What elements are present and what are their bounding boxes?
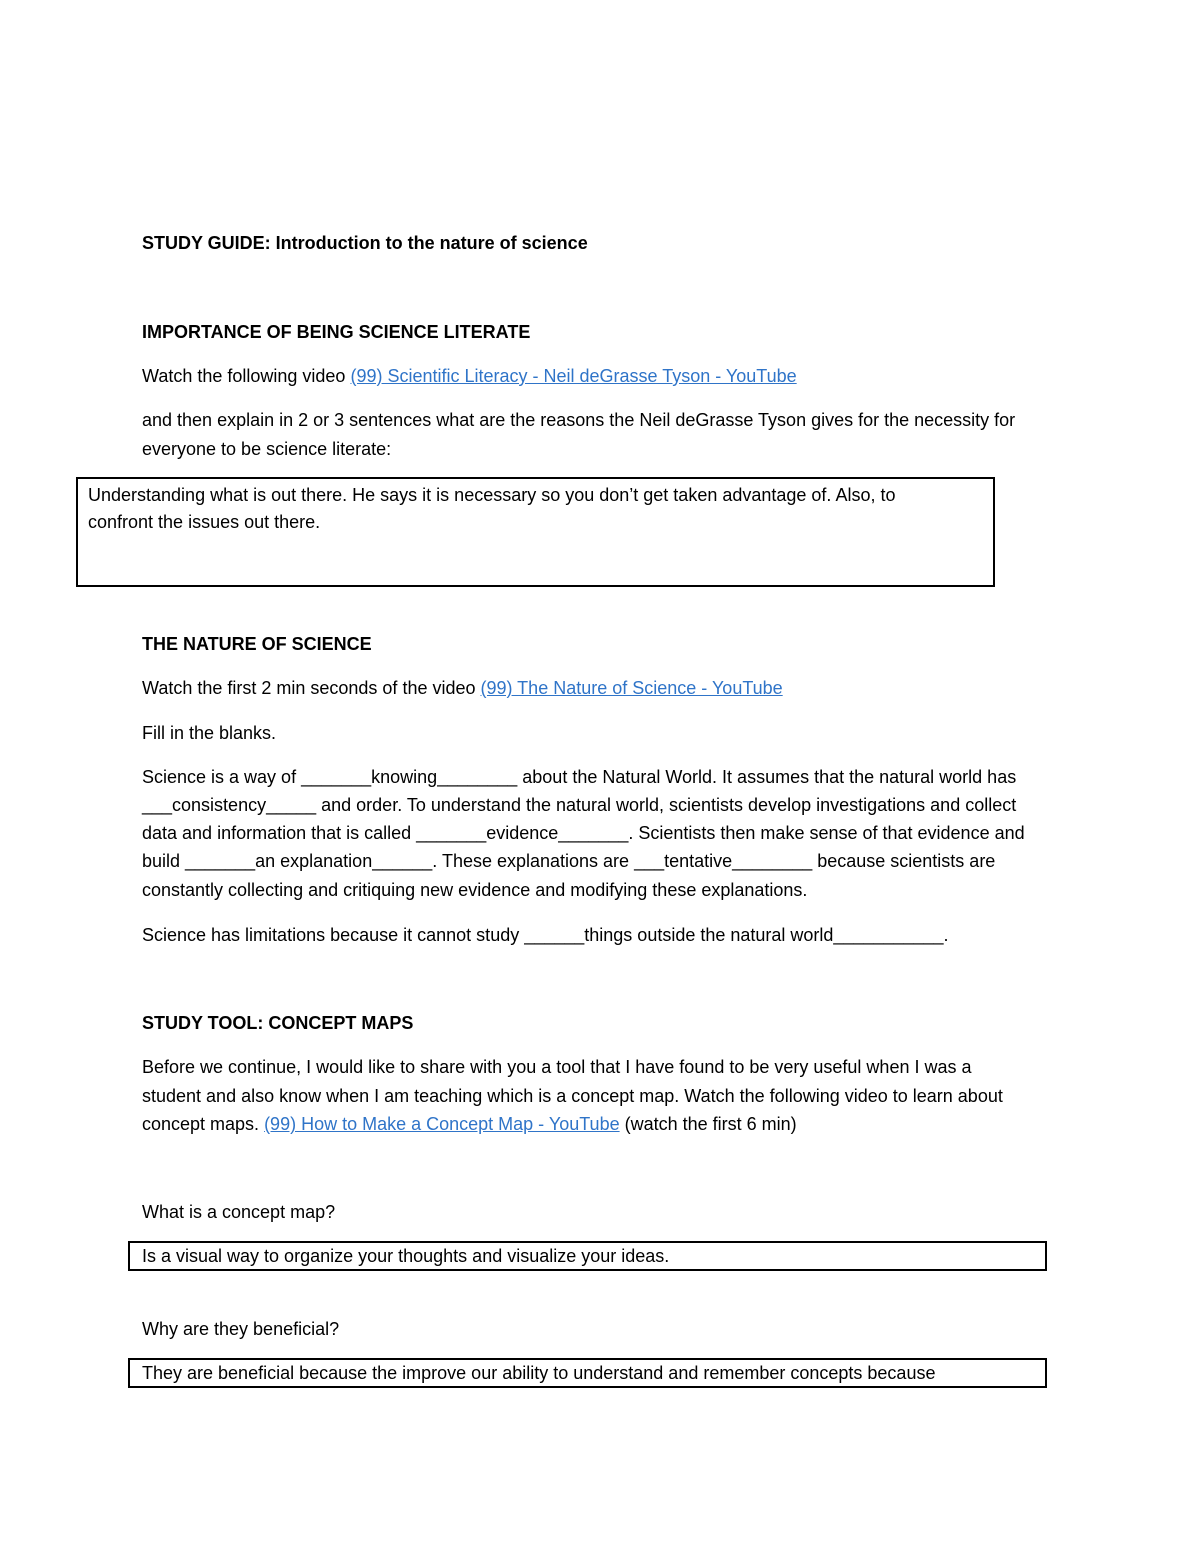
question-concept-map: What is a concept map?: [142, 1202, 336, 1222]
answer-box-science-literacy[interactable]: [76, 477, 995, 587]
section-heading-nature-of-science: THE NATURE OF SCIENCE: [142, 634, 372, 654]
page-title: STUDY GUIDE: Introduction to the nature of science: [142, 233, 588, 253]
watch-prefix: Watch the following video: [142, 366, 351, 386]
paragraph-line: build _______an explanation______. These explanations are ___tentative________ because scientists are: [142, 851, 996, 871]
answer-box-beneficial[interactable]: [128, 1358, 1047, 1388]
paragraph-line: constantly collecting and critiquing new evidence and modifying these explanations.: [142, 880, 808, 900]
video-link-concept-map[interactable]: (99) How to Make a Concept Map - YouTube: [264, 1114, 620, 1134]
question-beneficial: Why are they beneficial?: [142, 1319, 340, 1339]
answer-line-1: Understanding what is out there. He says it is necessary so you don’t get taken advantage of. Also, to: [88, 485, 896, 505]
limitations-sentence: Science has limitations because it cannot study ______things outside the natural world___________.: [142, 925, 949, 945]
paragraph-line: Science is a way of _______knowing________ about the Natural World. It assumes that the natural world has: [142, 767, 1017, 787]
paragraph-line: student and also know when I am teaching which is a concept map. Watch the following video to learn about: [142, 1086, 1003, 1106]
answer-beneficial: They are beneficial because the improve our ability to understand and remember concepts because: [142, 1363, 936, 1383]
question-line-1: and then explain in 2 or 3 sentences what are the reasons the Neil deGrasse Tyson gives for the necessity for: [142, 410, 1016, 430]
paragraph-line: data and information that is called _______evidence_______. Scientists then make sense of that evidence and: [142, 823, 1025, 843]
paragraph-line-with-link: [142, 1110, 797, 1138]
paragraph-prefix: concept maps.: [142, 1114, 265, 1134]
paragraph-suffix: (watch the first 6 min): [619, 1114, 797, 1134]
fill-blanks-instruction: Fill in the blanks.: [142, 723, 277, 743]
question-line-2: everyone to be science literate:: [142, 439, 392, 459]
answer-line-2: confront the issues out there.: [88, 512, 321, 532]
watch-instruction-1: [142, 362, 797, 390]
paragraph-line: Before we continue, I would like to share with you a tool that I have found to be very useful when I was a: [142, 1057, 972, 1077]
section-heading-concept-maps: STUDY TOOL: CONCEPT MAPS: [142, 1013, 414, 1033]
video-link-nature-of-science[interactable]: (99) The Nature of Science - YouTube: [480, 678, 783, 698]
video-link-scientific-literacy[interactable]: (99) Scientific Literacy - Neil deGrasse Tyson - YouTube: [350, 366, 797, 386]
paragraph-line: ___consistency_____ and order. To understand the natural world, scientists develop investigations and collect: [142, 795, 1017, 815]
watch-prefix: Watch the first 2 min seconds of the video: [142, 678, 481, 698]
answer-box-concept-map[interactable]: [128, 1241, 1047, 1271]
section-heading-science-literate: IMPORTANCE OF BEING SCIENCE LITERATE: [142, 322, 531, 342]
answer-concept-map: Is a visual way to organize your thoughts and visualize your ideas.: [142, 1246, 670, 1266]
watch-instruction-2: [142, 674, 783, 702]
